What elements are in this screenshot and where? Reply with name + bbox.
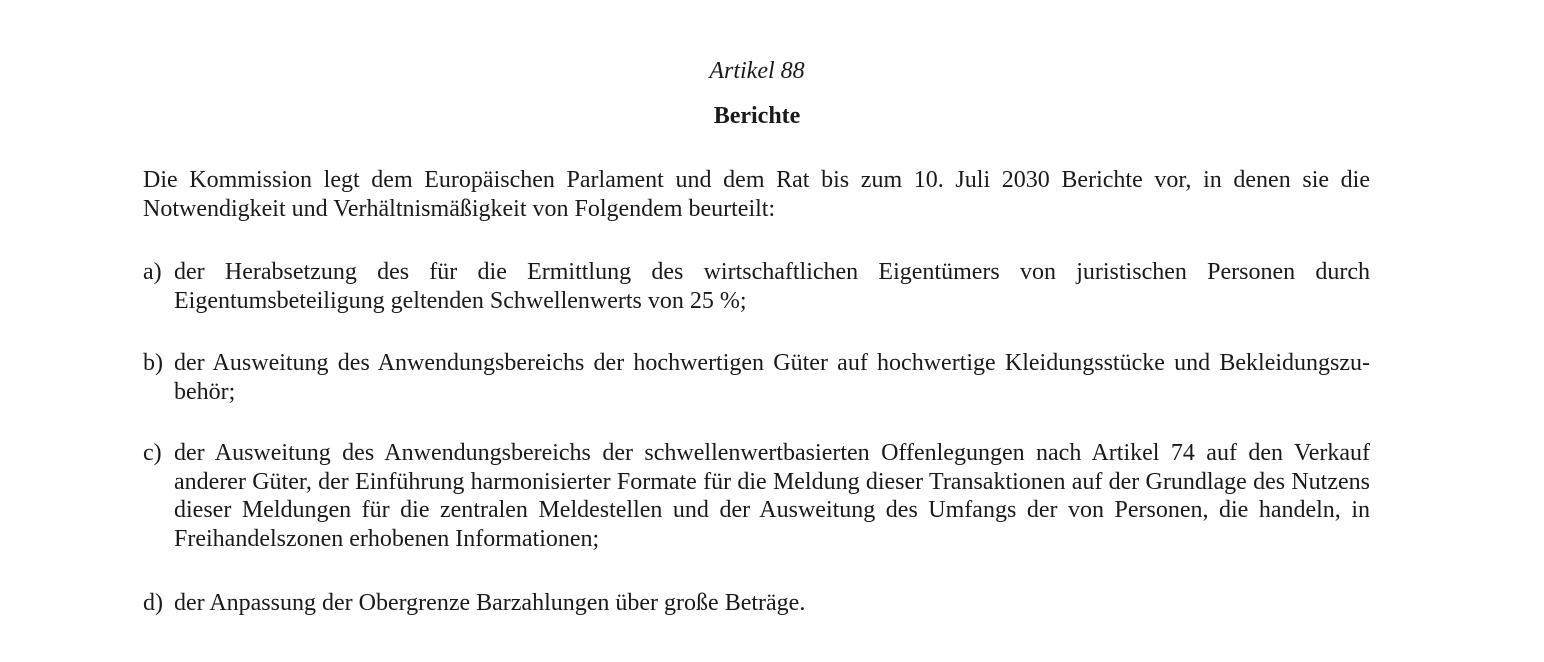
list-text-c: der Ausweitung des Anwendungsbereichs der schwellenwertbasierten Offenlegungen nach Artikel 74 auf den Verkauf anderer Güter, der Einführung harmonisierter Formate für die Meldung dieser Transaktionen auf der Grundlage des Nutzens dieser Meldungen für die zentralen Meldestellen und der Ausweitung des Umfangs der von Personen, die handeln, in Freihandelszonen erhobenen Informationen; xyxy=(174,440,1370,552)
list-marker-a: a) xyxy=(143,259,162,285)
list-text-d: der Anpassung der Obergrenze Barzahlungen über große Beträge. xyxy=(174,590,806,616)
intro-paragraph: Die Kommission legt dem Europäischen Parlament und dem Rat bis zum 10. Juli 2030 Berichte vor, in denen sie die Notwendigkeit und Verhältnismäßigkeit von Folgendem beurteilt: xyxy=(143,167,1370,222)
list-text-b: der Ausweitung des Anwendungsbereichs der hochwertigen Güter auf hochwertige Kleidungsstücke und Bekleidungszubehör; xyxy=(174,350,1370,405)
list-marker-b: b) xyxy=(143,350,163,376)
list-text-a: der Herabsetzung des für die Ermittlung des wirtschaftlichen Eigentümers von juristischen Personen durch Eigentumsbeteiligung geltenden Schwellenwerts von 25 %; xyxy=(174,259,1370,314)
list-item-a xyxy=(143,258,1370,315)
list-item-d xyxy=(143,589,1370,618)
list-item-c xyxy=(143,439,1370,553)
list-marker-c: c) xyxy=(143,440,162,466)
list-marker-d: d) xyxy=(143,590,163,616)
article-number: Artikel 88 xyxy=(709,58,805,84)
article-title: Berichte xyxy=(713,103,801,129)
list-item-b xyxy=(143,349,1370,406)
